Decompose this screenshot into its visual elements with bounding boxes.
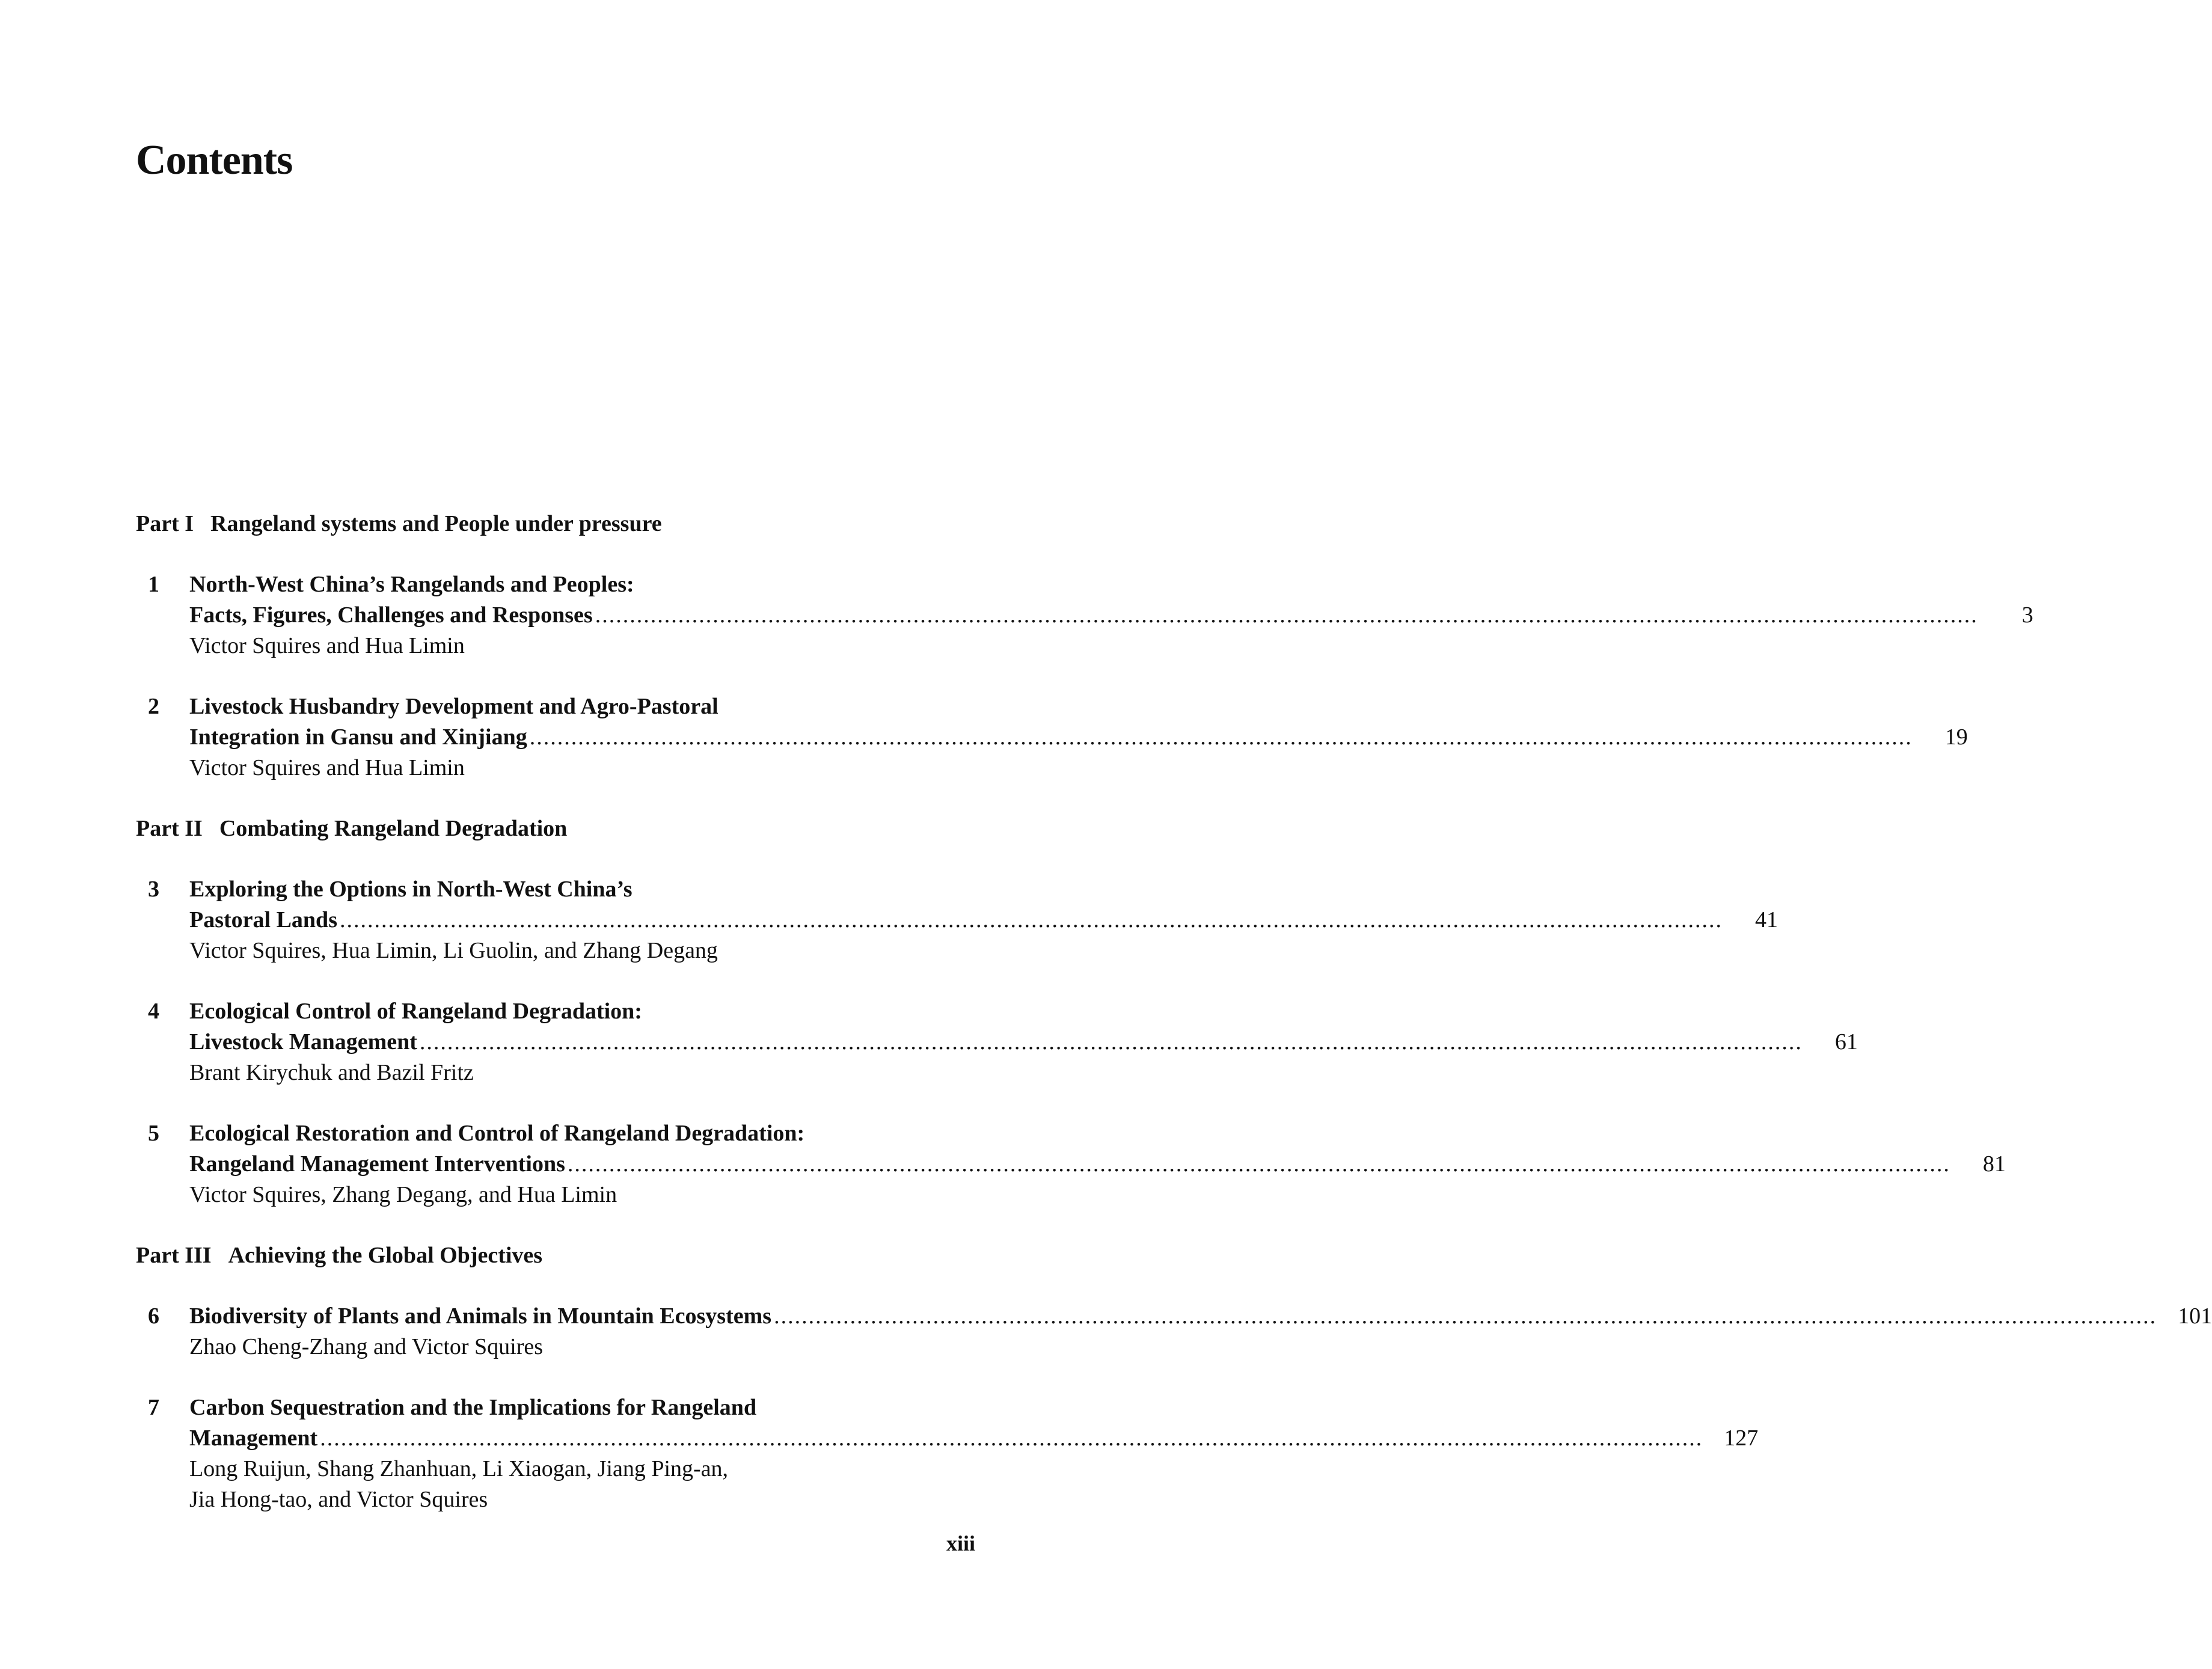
chapter-title-line (189, 1149, 2006, 1180)
chapter-title-end: Biodiversity of Plants and Animals in Mountain Ecosystems (189, 1303, 772, 1329)
chapter-authors: Victor Squires, Zhang Degang, and Hua Limin (189, 1182, 617, 1207)
chapter-authors: Victor Squires and Hua Limin (189, 755, 465, 780)
chapter-title-end: Rangeland Management Interventions (189, 1151, 565, 1177)
part-label: Part III (136, 1243, 212, 1268)
chapter-number: 1 (148, 572, 159, 597)
chapter-authors-continued: Jia Hong-tao, and Victor Squires (189, 1487, 488, 1512)
page-number: 41 (1754, 907, 1778, 932)
toc-entry-chapter-2[interactable] (136, 691, 1968, 783)
chapter-title-end: Management (189, 1426, 318, 1451)
chapter-title-line (189, 600, 2033, 631)
chapter-title-end: Facts, Figures, Challenges and Responses (189, 602, 593, 628)
chapter-title: North-West China’s Rangelands and Peoples: (189, 572, 634, 597)
chapter-title: Livestock Husbandry Development and Agro-Pastoral (189, 694, 718, 719)
page-number: 61 (1834, 1029, 1858, 1055)
table-of-contents (136, 509, 2212, 1545)
chapter-title-end: Pastoral Lands (189, 907, 337, 932)
chapter-title: Ecological Control of Rangeland Degradation: (189, 999, 642, 1024)
chapter-number: 5 (148, 1121, 159, 1146)
toc-entry-chapter-6[interactable] (136, 1301, 2212, 1362)
part-title: Combating Rangeland Degradation (219, 816, 568, 841)
dot-leader: ........................................................................................................................................................................................................ (529, 724, 1913, 750)
part-title: Achieving the Global Objectives (228, 1243, 543, 1268)
page-number: 127 (1724, 1426, 1759, 1451)
page-number: 3 (2021, 602, 2033, 628)
chapter-number: 6 (148, 1303, 159, 1329)
chapter-authors: Brant Kirychuk and Bazil Fritz (189, 1060, 474, 1085)
chapter-authors: Zhao Cheng-Zhang and Victor Squires (189, 1334, 543, 1359)
page-number: 101 (2178, 1303, 2212, 1329)
chapter-number: 2 (148, 694, 159, 719)
dot-leader: ........................................................................................................................................................................................................ (774, 1303, 2157, 1329)
chapter-title-line (189, 1027, 1858, 1058)
chapter-title: Carbon Sequestration and the Implications for Rangeland (189, 1395, 757, 1420)
chapter-title: Ecological Restoration and Control of Rangeland Degradation: (189, 1121, 805, 1146)
part-heading (136, 1240, 975, 1271)
toc-entry-chapter-3[interactable] (136, 874, 1778, 966)
chapter-authors: Long Ruijun, Shang Zhanhuan, Li Xiaogan, Jiang Ping-an, (189, 1456, 729, 1481)
toc-entry-chapter-4[interactable] (136, 996, 1858, 1088)
chapter-number: 7 (148, 1395, 159, 1420)
chapter-title-line (189, 1301, 2212, 1332)
dot-leader: ........................................................................................................................................................................................................ (419, 1029, 1803, 1055)
dot-leader: ........................................................................................................................................................................................................ (339, 907, 1723, 932)
dot-leader: ........................................................................................................................................................................................................ (595, 602, 1978, 628)
dot-leader: ........................................................................................................................................................................................................ (567, 1151, 1950, 1177)
toc-entry-chapter-1[interactable] (136, 569, 2033, 661)
toc-entry-chapter-7[interactable] (136, 1392, 1759, 1515)
dot-leader: ........................................................................................................................................................................................................ (320, 1426, 1703, 1451)
chapter-authors: Victor Squires, Hua Limin, Li Guolin, and Zhang Degang (189, 938, 718, 963)
page-number: 81 (1982, 1151, 2006, 1177)
chapter-number: 4 (148, 999, 159, 1024)
chapter-title: Exploring the Options in North-West China’s (189, 877, 633, 902)
chapter-title-line (189, 905, 1778, 936)
chapter-authors: Victor Squires and Hua Limin (189, 633, 465, 658)
part-label: Part I (136, 511, 194, 536)
part-heading (136, 509, 975, 539)
part-label: Part II (136, 816, 203, 841)
page-title: Contents (136, 137, 293, 183)
page-number: 19 (1944, 724, 1968, 750)
toc-entry-chapter-5[interactable] (136, 1118, 2006, 1210)
part-title: Rangeland systems and People under pressure (210, 511, 662, 536)
chapter-title-line (189, 722, 1968, 753)
page-folio: xiii (946, 1531, 975, 1555)
part-heading (136, 813, 975, 844)
chapter-title-end: Integration in Gansu and Xinjiang (189, 724, 527, 750)
chapter-number: 3 (148, 877, 159, 902)
chapter-title-line (189, 1423, 1759, 1454)
chapter-title-end: Livestock Management (189, 1029, 417, 1055)
